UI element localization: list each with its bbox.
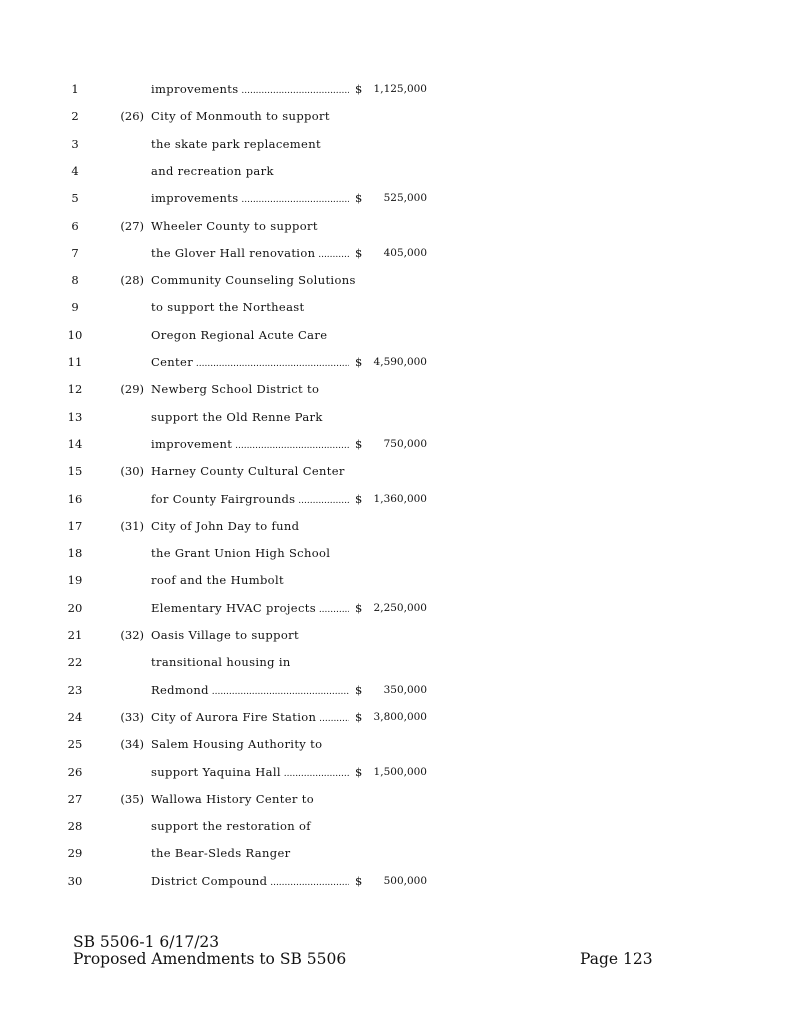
line-number: 3	[71, 136, 79, 151]
line-number: 30	[67, 873, 83, 888]
document-line	[0, 598, 800, 618]
footer-bill-id: SB 5506-1 6/17/23	[73, 933, 220, 951]
item-description: the skate park replacement	[151, 136, 321, 151]
line-number: 14	[67, 436, 83, 451]
currency-symbol: $	[355, 764, 363, 779]
item-description: Harney County Cultural Center	[151, 464, 345, 479]
item-number: (34)	[120, 737, 144, 752]
document-line	[0, 352, 800, 372]
currency-symbol: $	[355, 709, 363, 724]
item-description-leader: improvement .....	[151, 434, 349, 456]
item-number: (32)	[120, 628, 144, 642]
line-number: 24	[67, 709, 83, 724]
item-description: roof and the Humbolt	[151, 573, 284, 588]
line-number: 22	[67, 655, 83, 670]
item-description: City of Monmouth to support	[151, 109, 330, 124]
item-description: Wheeler County to support	[151, 218, 318, 233]
item-number: (29)	[120, 382, 144, 397]
document-line	[0, 680, 800, 700]
item-number: (33)	[120, 709, 144, 724]
item-number: (31)	[120, 518, 144, 533]
item-description-leader: Elementary HVAC projects .....	[151, 598, 349, 620]
amount: 4,590,000	[373, 356, 427, 368]
currency-symbol: $	[355, 436, 363, 451]
document-line	[0, 325, 800, 345]
document-line	[0, 625, 800, 645]
line-number: 1	[71, 82, 79, 96]
item-description: Oasis Village to support	[151, 628, 299, 642]
item-description: to support the Northeast	[151, 300, 305, 315]
line-number: 4	[71, 163, 79, 178]
line-number: 26	[67, 764, 83, 779]
document-line	[0, 734, 800, 754]
amount: 750,000	[383, 437, 427, 450]
line-number: 9	[71, 300, 79, 315]
item-description-leader: District Compound .....	[151, 871, 349, 893]
item-description: Community Counseling Solutions	[151, 273, 356, 288]
line-number: 8	[71, 273, 79, 288]
item-description: Oregon Regional Acute Care	[151, 327, 328, 342]
line-number: 16	[67, 491, 83, 506]
document-line	[0, 188, 800, 208]
item-number: (35)	[120, 791, 144, 806]
document-line	[0, 516, 800, 536]
item-description-leader: improvements .....	[151, 79, 349, 101]
item-description: City of John Day to fund	[151, 518, 300, 533]
line-number: 18	[67, 546, 83, 561]
item-number: (28)	[120, 273, 144, 288]
document-line	[0, 270, 800, 290]
amount: 525,000	[383, 192, 427, 205]
item-description: transitional housing in	[151, 655, 291, 670]
item-number: (26)	[120, 109, 144, 124]
document-line	[0, 79, 800, 99]
document-line	[0, 707, 800, 727]
document-line	[0, 762, 800, 782]
footer-page-number: Page 123	[580, 950, 653, 968]
item-description: Newberg School District to	[151, 382, 320, 397]
line-number: 29	[67, 846, 83, 861]
amount: 2,250,000	[373, 601, 427, 614]
line-number: 17	[67, 518, 83, 533]
document-line	[0, 407, 800, 427]
currency-symbol: $	[355, 600, 363, 615]
item-description: and recreation park	[151, 163, 274, 178]
line-number: 12	[67, 382, 83, 397]
item-number: (27)	[120, 218, 144, 233]
line-number: 23	[67, 682, 83, 697]
document-line	[0, 843, 800, 863]
amount: 1,500,000	[373, 765, 427, 778]
document-line	[0, 379, 800, 399]
item-description: Salem Housing Authority to	[151, 737, 323, 752]
currency-symbol: $	[355, 873, 363, 888]
item-description: support the Old Renne Park	[151, 409, 323, 424]
line-number: 21	[67, 628, 83, 642]
item-description-leader: support Yaquina Hall .....	[151, 762, 349, 784]
document-line	[0, 570, 800, 590]
currency-symbol: $	[355, 82, 363, 96]
line-number: 15	[67, 464, 83, 479]
document-line	[0, 652, 800, 672]
line-number: 27	[67, 791, 83, 806]
amount: 405,000	[383, 246, 427, 259]
item-description: support the restoration of	[151, 819, 311, 834]
amount: 1,360,000	[373, 492, 427, 505]
line-number: 13	[67, 409, 83, 424]
item-description-leader: City of Aurora Fire Station .....	[151, 707, 349, 729]
item-description-leader: Center .....	[151, 352, 349, 374]
line-number: 7	[71, 245, 79, 260]
item-description: the Grant Union High School	[151, 546, 331, 561]
item-description: the Bear-Sleds Ranger	[151, 846, 291, 861]
amount: 3,800,000	[373, 710, 427, 723]
document-line	[0, 134, 800, 154]
currency-symbol: $	[355, 191, 363, 206]
line-number: 2	[71, 109, 79, 124]
amount: 350,000	[383, 683, 427, 696]
document-line	[0, 489, 800, 509]
line-number: 19	[67, 573, 83, 588]
document-line	[0, 297, 800, 317]
currency-symbol: $	[355, 682, 363, 697]
line-number: 11	[67, 355, 83, 369]
line-number: 5	[71, 191, 79, 206]
document-line	[0, 106, 800, 126]
currency-symbol: $	[355, 491, 363, 506]
currency-symbol: $	[355, 355, 363, 369]
document-line	[0, 461, 800, 481]
line-number: 25	[67, 737, 83, 752]
document-line	[0, 161, 800, 181]
document-line	[0, 543, 800, 563]
item-number: (30)	[120, 464, 144, 479]
document-line	[0, 816, 800, 836]
amount: 500,000	[383, 874, 427, 887]
footer-subtitle: Proposed Amendments to SB 5506	[73, 950, 347, 968]
amount: 1,125,000	[373, 83, 427, 95]
item-description: Wallowa History Center to	[151, 791, 315, 806]
item-description-leader: for County Fairgrounds .....	[151, 489, 349, 511]
currency-symbol: $	[355, 245, 363, 260]
document-line	[0, 871, 800, 891]
item-description-leader: the Glover Hall renovation .....	[151, 243, 349, 265]
document-line	[0, 434, 800, 454]
document-line	[0, 789, 800, 809]
line-number: 28	[67, 819, 83, 834]
document-line	[0, 216, 800, 236]
line-number: 6	[71, 218, 79, 233]
item-description-leader: Redmond .....	[151, 680, 349, 702]
item-description-leader: improvements .....	[151, 188, 349, 210]
document-line	[0, 243, 800, 263]
line-number: 20	[67, 600, 83, 615]
line-number: 10	[67, 327, 83, 342]
